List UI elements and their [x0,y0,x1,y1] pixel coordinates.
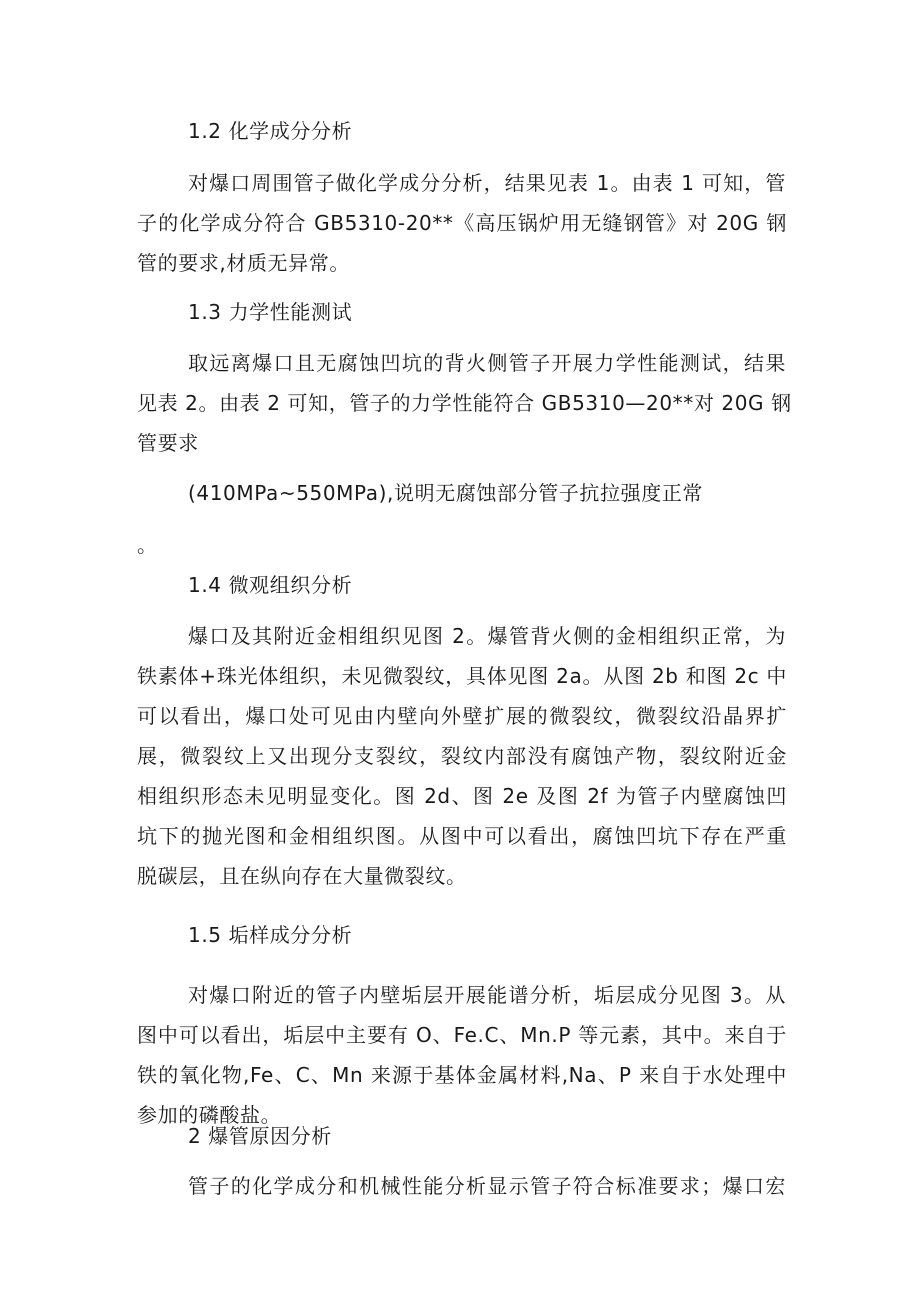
paragraph-line: 管子的化学成分和机械性能分析显示管子符合标准要求；爆口宏 [188,1174,786,1198]
paragraph-line: 取远离爆口且无腐蚀凹坑的背火侧管子开展力学性能测试，结果 [188,351,786,375]
paragraph-line: 图中可以看出，垢层中主要有 O、Fe.C、Mn.P 等元素，其中。来自于 [137,1023,787,1047]
paragraph-line: 管要求 [137,431,199,455]
section-heading-1-4: 1.4 微观组织分析 [188,573,353,597]
section-heading-2: 2 爆管原因分析 [188,1124,332,1148]
section-heading-1-3: 1.3 力学性能测试 [188,300,353,324]
paragraph-line: 子的化学成分符合 GB5310-20**《高压锅炉用无缝钢管》对 20G 钢 [137,211,787,235]
paragraph-line: 。 [137,533,158,557]
paragraph-line: 展，微裂纹上又出现分支裂纹，裂纹内部没有腐蚀产物，裂纹附近金 [137,744,787,768]
section-heading-1-5: 1.5 垢样成分分析 [188,923,353,947]
paragraph-line: 脱碳层，且在纵向存在大量微裂纹。 [137,864,467,888]
paragraph-line: 铁的氧化物,Fe、C、Mn 来源于基体金属材料,Na、P 来自于水处理中 [137,1063,787,1087]
paragraph-line: 铁素体+珠光体组织，未见微裂纹，具体见图 2a。从图 2b 和图 2c 中 [137,664,787,688]
paragraph-line: 对爆口附近的管子内壁垢层开展能谱分析，垢层成分见图 3。从 [188,983,786,1007]
section-heading-1-2: 1.2 化学成分分析 [188,119,353,143]
paragraph-line: 坑下的抛光图和金相组织图。从图中可以看出，腐蚀凹坑下存在严重 [137,824,787,848]
paragraph-line: 管的要求,材质无异常。 [137,251,350,275]
paragraph-line: (410MPa~550MPa),说明无腐蚀部分管子抗拉强度正常 [188,481,704,505]
paragraph-line: 见表 2。由表 2 可知，管子的力学性能符合 GB5310—20**对 20G 钢 [137,391,792,415]
paragraph-line: 爆口及其附近金相组织见图 2。爆管背火侧的金相组织正常，为 [188,624,786,648]
paragraph-line: 相组织形态未见明显变化。图 2d、图 2e 及图 2f 为管子内壁腐蚀凹 [137,784,787,808]
paragraph-line: 对爆口周围管子做化学成分分析，结果见表 1。由表 1 可知，管 [188,171,786,195]
paragraph-line: 参加的磷酸盐。 [137,1103,282,1127]
paragraph-line: 可以看出，爆口处可见由内壁向外壁扩展的微裂纹，微裂纹沿晶界扩 [137,704,787,728]
